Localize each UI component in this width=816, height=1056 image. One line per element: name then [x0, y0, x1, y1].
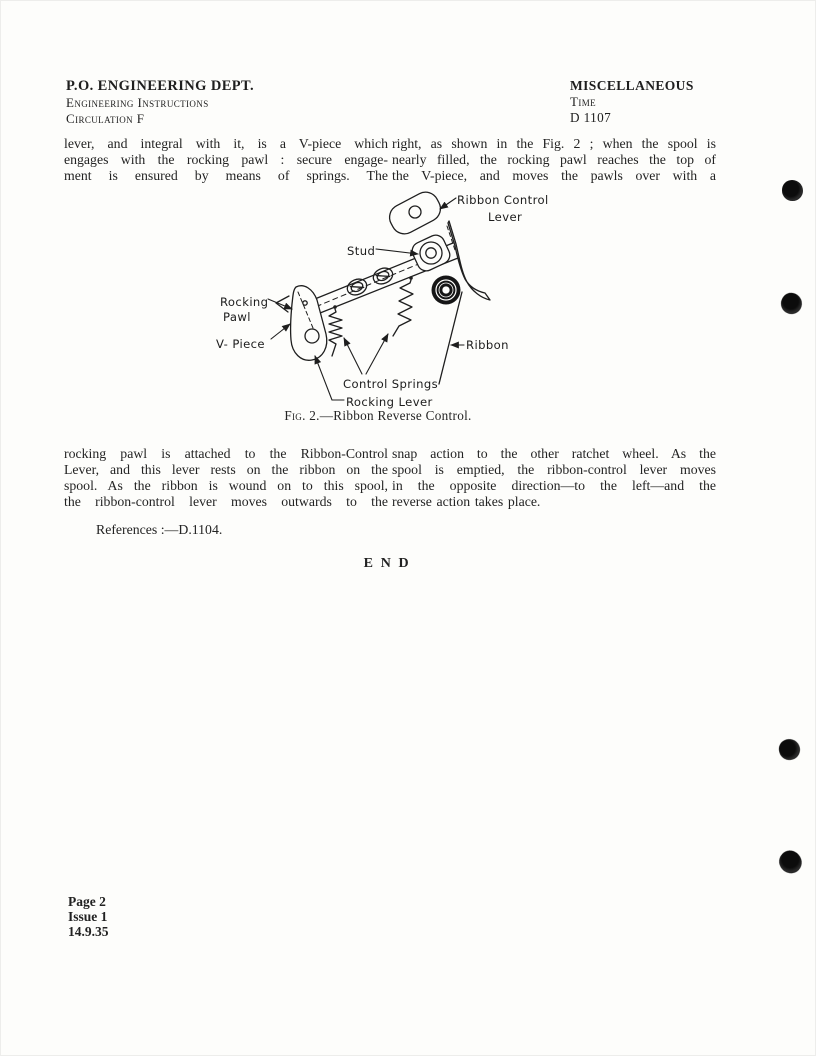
header-right [570, 77, 694, 125]
leader-v-piece [271, 324, 290, 339]
text-line: the ribbon-control lever moves outwards to the [64, 493, 388, 509]
text-line: Lever, and this lever rests on the ribbon on the [64, 461, 388, 477]
label-ribbon-control-lever-1: Ribbon Control [457, 193, 549, 207]
text-line: ment is ensured by means of springs. The [64, 167, 388, 183]
figure-caption-number: Fig. 2. [284, 408, 320, 423]
footer-issue: Issue 1 [68, 909, 108, 925]
references-line: References :—D.1104. [96, 522, 223, 537]
text-line: spool. As the ribbon is wound on to this spool, [64, 477, 388, 493]
footer-date: 14.9.35 [68, 924, 109, 940]
figure-caption-text: —Ribbon Reverse Control. [319, 408, 472, 423]
text-line: nearly filled, the rocking pawl reaches the top of [392, 151, 716, 167]
label-ribbon-control-lever-2: Lever [488, 210, 523, 224]
dept-title: P.O. ENGINEERING DEPT. [66, 78, 255, 94]
ink-blob [777, 737, 803, 763]
text-line: in the opposite direction—to the left—and the [392, 477, 716, 493]
category-title: MISCELLANEOUS [570, 78, 694, 93]
ribbon-control-lever-tab [385, 188, 445, 238]
figure-2 [210, 188, 640, 410]
leader-ribbon-control-lever [440, 198, 456, 209]
ink-blob [782, 180, 803, 201]
leader-rocking-lever [315, 356, 344, 400]
column-left [64, 136, 388, 184]
ribbon-strip-line [439, 292, 462, 384]
column-right [392, 136, 716, 184]
label-rocking-lever: Rocking Lever [346, 395, 433, 409]
column-left [64, 446, 388, 510]
circulation-line: Circulation F [66, 110, 145, 126]
text-line: snap action to the other ratchet wheel. As the [392, 446, 716, 461]
doc-number: D 1107 [570, 109, 612, 125]
text-line: right, as shown in the Fig. 2 ; when the spool is [392, 136, 716, 151]
label-control-springs: Control Springs [343, 377, 439, 391]
label-ribbon: Ribbon [466, 338, 509, 352]
body-paragraphs-bottom [64, 446, 716, 510]
figure-2-drawing [210, 188, 640, 410]
category-subtitle: Time [570, 94, 597, 109]
header-left [66, 78, 254, 126]
text-line: reverse action takes place. [392, 493, 541, 509]
text-line: spool is emptied, the ribbon-control lever moves [392, 461, 716, 477]
text-line: rocking pawl is attached to the Ribbon-Control [64, 446, 388, 461]
v-piece-notch [276, 296, 289, 312]
control-spring-right [393, 276, 413, 336]
figure-caption [64, 408, 692, 424]
end-marker: END [363, 556, 417, 571]
ink-blob [775, 846, 807, 878]
footer-block [68, 894, 109, 940]
dept-subtitle: Engineering Instructions [66, 95, 209, 110]
label-rocking-pawl-2: Pawl [223, 310, 251, 324]
control-spring-left [329, 305, 342, 356]
body-paragraphs-top [64, 136, 716, 184]
leader-control-spring-right [366, 334, 388, 374]
text-line: the V-piece, and moves the pawls over with a [392, 167, 716, 183]
footer-page-number: Page 2 [68, 894, 106, 909]
label-rocking-pawl-1: Rocking [220, 295, 269, 309]
label-v-piece: V- Piece [216, 337, 265, 351]
label-stud: Stud [347, 244, 376, 258]
column-right [392, 446, 716, 510]
stud-outer [420, 242, 442, 264]
ribbon-spool [432, 276, 461, 305]
leader-control-spring-left [344, 338, 362, 374]
ink-blob [778, 290, 806, 318]
text-line: lever, and integral with it, is a V-piece which [64, 136, 388, 151]
text-line: engages with the rocking pawl : secure engage- [64, 151, 388, 167]
